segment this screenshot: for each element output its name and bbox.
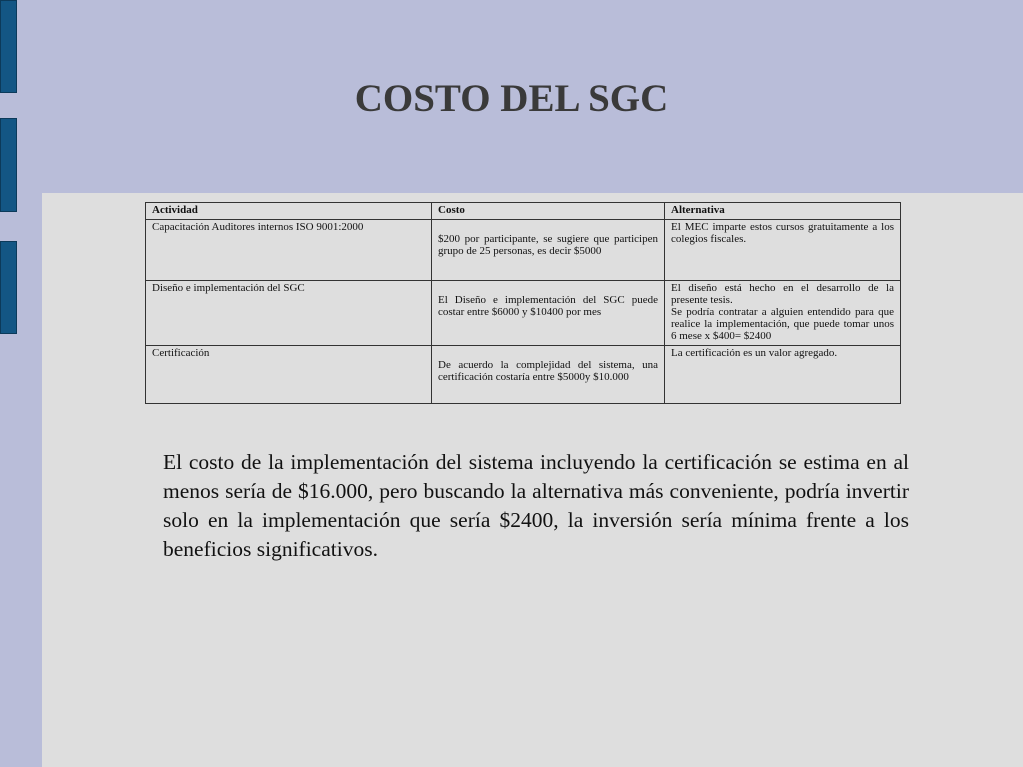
cell-alternativa <box>665 281 901 346</box>
cell-alternativa <box>665 220 901 281</box>
cell-actividad: Diseño e implementación del SGC <box>146 281 432 346</box>
alternativa-text: Se podría contratar a alguien entendido para que realice la implementación, que puede tomar unos 6 mese x $400= $2400 <box>671 306 894 342</box>
table-row <box>146 281 901 346</box>
table-row <box>146 346 901 404</box>
cell-costo: $200 por participante, se sugiere que participen grupo de 25 personas, es decir $5000 <box>432 220 665 281</box>
alternativa-text: El diseño está hecho en el desarrollo de la presente tesis. <box>671 282 894 306</box>
side-accent-bar-middle <box>0 118 17 212</box>
cell-actividad: Capacitación Auditores internos ISO 9001:2000 <box>146 220 432 281</box>
cell-actividad: Certificación <box>146 346 432 404</box>
alternativa-text: La certificación es un valor agregado. <box>671 347 838 359</box>
slide-title: COSTO DEL SGC <box>354 77 669 120</box>
header-actividad: Actividad <box>146 203 432 220</box>
cell-alternativa <box>665 346 901 404</box>
cost-table <box>145 202 901 404</box>
summary-paragraph: El costo de la implementación del sistema incluyendo la certificación se estima en al menos sería de $16.000, pero buscando la alternativa más conveniente, podría invertir solo en la implementación que sería $2400, la inversión sería mínima frente a los beneficios significativos. <box>163 450 909 561</box>
cell-costo: El Diseño e implementación del SGC puede costar entre $6000 y $10400 por mes <box>432 281 665 346</box>
header-costo: Costo <box>432 203 665 220</box>
table-header-row <box>146 203 901 220</box>
cell-costo: De acuerdo la complejidad del sistema, una certificación costaría entre $5000y $10.000 <box>432 346 665 404</box>
alternativa-text: El MEC imparte estos cursos gratuitamente a los colegios fiscales. <box>671 221 894 245</box>
side-accent-bar-bottom <box>0 241 17 334</box>
table-row <box>146 220 901 281</box>
header-alternativa: Alternativa <box>665 203 901 220</box>
